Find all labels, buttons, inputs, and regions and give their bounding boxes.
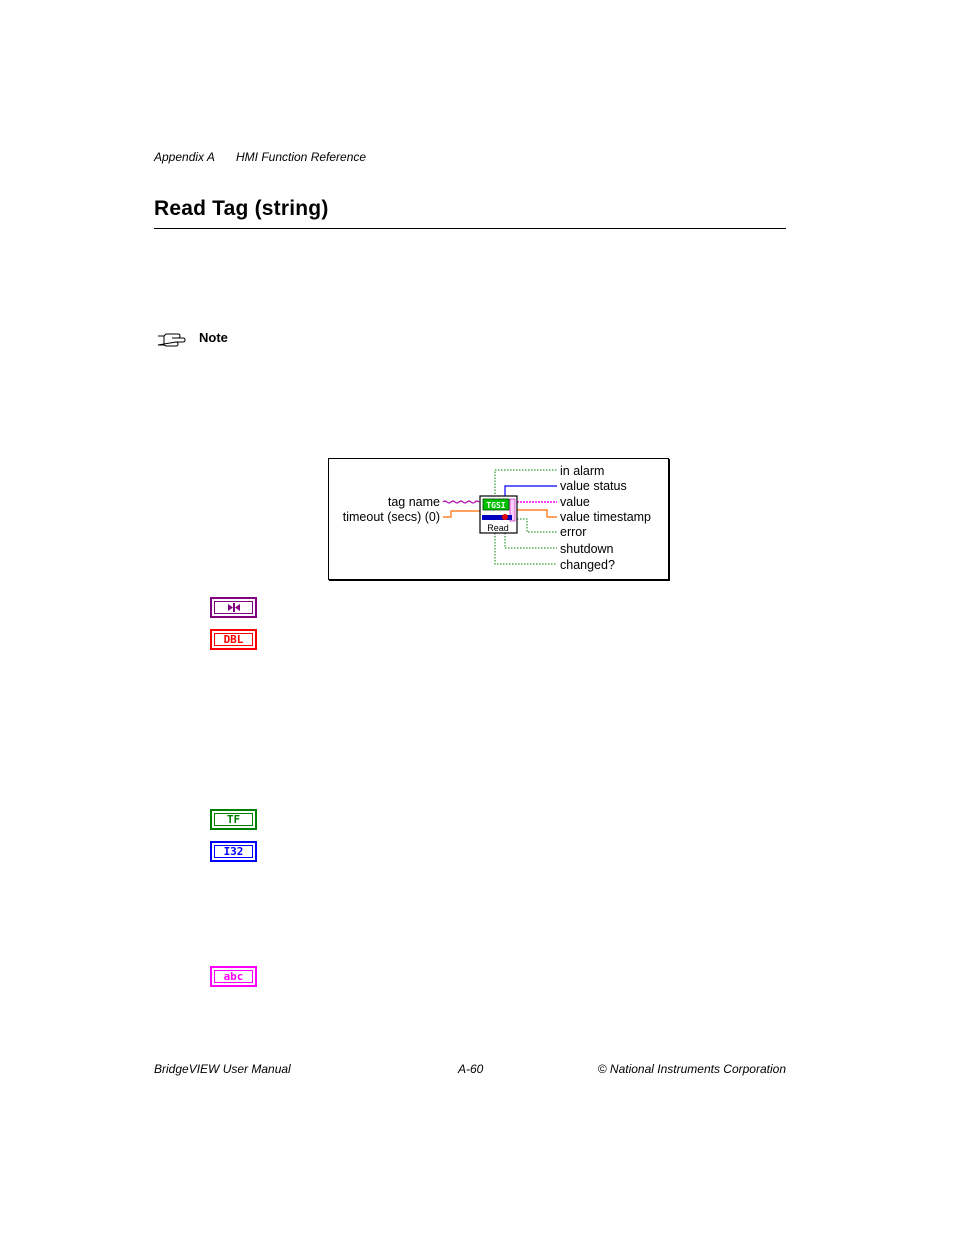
output-value-timestamp: value timestamp: [560, 510, 652, 524]
dbl-icon: DBL: [210, 629, 257, 650]
tag-name-wire: [443, 501, 479, 503]
footer-copyright: © National Instruments Corporation: [597, 1062, 786, 1076]
output-changed: changed?: [560, 558, 615, 572]
header-section: Appendix A: [154, 150, 215, 164]
abc-icon: abc: [210, 966, 257, 987]
connector-diagram: [328, 458, 669, 580]
tag-refnum-icon: [210, 597, 257, 618]
output-in-alarm: in alarm: [560, 464, 605, 478]
output-error: error: [560, 525, 587, 539]
i32-icon: I32: [210, 841, 257, 862]
output-value: value: [560, 495, 590, 509]
in-alarm-wire: [495, 470, 557, 497]
header-chapter: HMI Function Reference: [236, 150, 367, 164]
value-status-wire: [505, 486, 557, 497]
block-bottom-label: Read: [487, 523, 509, 533]
page-title: Read Tag (string): [154, 197, 329, 220]
pointing-hand-icon: [156, 330, 188, 348]
input-timeout: timeout (secs) (0): [342, 510, 440, 524]
title-rule: [154, 228, 786, 229]
error-wire: [517, 519, 557, 532]
footer-manual-title: BridgeVIEW User Manual: [154, 1062, 291, 1076]
value-timestamp-wire: [517, 510, 557, 517]
timeout-wire: [443, 511, 481, 517]
block-top-label: TGSI: [486, 501, 506, 510]
input-tag-name: tag name: [387, 495, 440, 509]
note-label: Note: [199, 330, 228, 345]
output-shutdown: shutdown: [560, 542, 614, 556]
shutdown-wire: [505, 533, 557, 548]
footer-page-number: A-60: [458, 1062, 484, 1076]
tf-icon: TF: [210, 809, 257, 830]
output-value-status: value status: [560, 479, 627, 493]
